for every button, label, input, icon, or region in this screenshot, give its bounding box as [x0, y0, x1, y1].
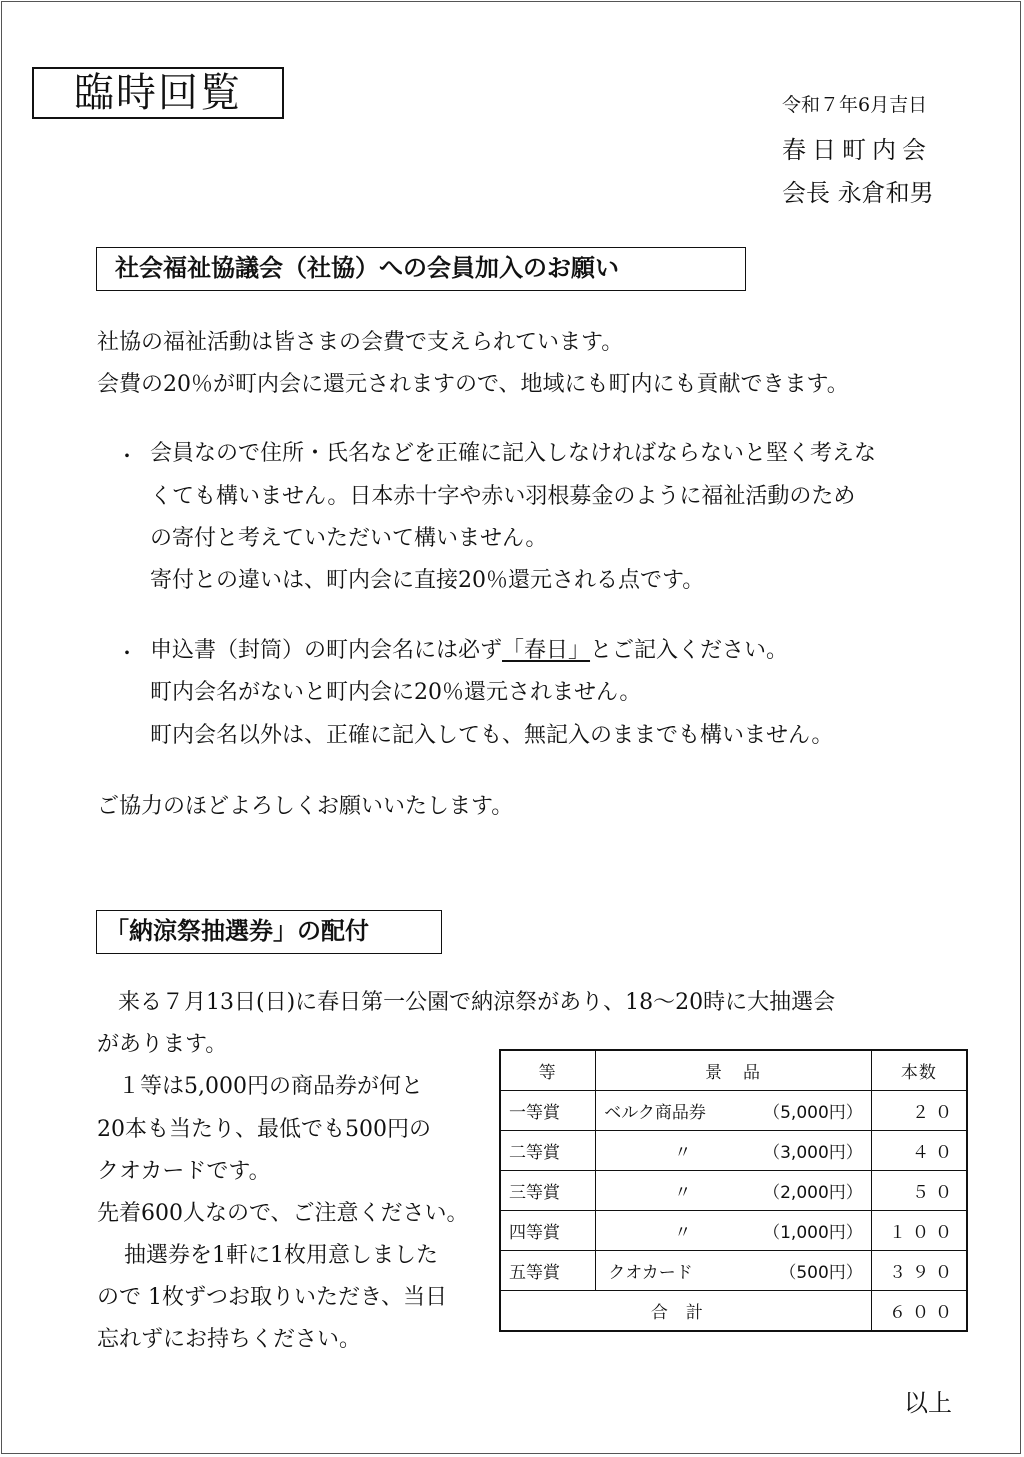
bullet-marker: ・ — [117, 641, 137, 665]
table-row — [500, 1211, 967, 1251]
count-cell: ３９０ — [871, 1251, 967, 1291]
section-heading-shakyo: 社会福祉協議会（社協）への会員加入のお願い — [96, 247, 746, 291]
header-item: 景 品 — [596, 1050, 872, 1091]
item-amount: （2,000円） — [763, 1183, 863, 1203]
count-cell: ５０ — [871, 1171, 967, 1211]
item-name: 〃 — [674, 1223, 692, 1243]
bullet2-line-3: 町内会名以外は、正確に記入しても、無記入のままでも構いません。 — [150, 723, 834, 748]
header-count: 本数 — [871, 1050, 967, 1091]
table-header-row — [500, 1050, 967, 1091]
bullet-marker: ・ — [117, 444, 137, 468]
bullet2-text-pre: 申込書（封筒）の町内会名には必ず — [150, 638, 503, 663]
table-total-row — [500, 1291, 967, 1332]
table-row — [500, 1171, 967, 1211]
table-row — [500, 1091, 967, 1131]
item-cell — [596, 1091, 872, 1131]
page-title: 臨時回覧 — [32, 67, 284, 119]
bullet1-line-1: 会員なので住所・氏名などを正確に記入しなければならないと堅く考えな — [150, 441, 877, 466]
header-rank: 等 — [500, 1050, 596, 1091]
lottery-line-9: 忘れずにお持ちください。 — [97, 1327, 362, 1352]
item-name: ベルク商品券 — [604, 1103, 706, 1123]
bullet2-line-2: 町内会名がないと町内会に20％還元されません。 — [150, 680, 642, 705]
item-cell — [596, 1171, 872, 1211]
total-count: ６００ — [871, 1291, 967, 1332]
issue-date: 令和７年6月吉日 — [782, 94, 928, 116]
kasuga-emphasis: 「春日」 — [502, 638, 591, 663]
item-amount: （5,000円） — [763, 1103, 863, 1123]
lottery-line-5: クオカードです。 — [97, 1159, 271, 1184]
association-name: 春日町内会 — [782, 136, 932, 164]
bullet1-line-4: 寄付との違いは、町内会に直接20％還元される点です。 — [150, 568, 705, 593]
lottery-line-6: 先着600人なので、ご注意ください。 — [97, 1201, 469, 1226]
count-cell: １００ — [871, 1211, 967, 1251]
rank-cell: 一等賞 — [500, 1091, 596, 1131]
document-closing: 以上 — [904, 1389, 952, 1417]
count-cell: ２０ — [871, 1091, 967, 1131]
lottery-line-3: １等は5,000円の商品券が何と — [118, 1074, 423, 1099]
president-name: 会長 永倉和男 — [782, 179, 934, 207]
item-amount: （500円） — [779, 1263, 863, 1283]
item-name: 〃 — [674, 1183, 692, 1203]
table-row — [500, 1131, 967, 1171]
item-cell — [596, 1211, 872, 1251]
bullet2-text-post: とご記入ください。 — [590, 638, 789, 663]
item-amount: （1,000円） — [763, 1223, 863, 1243]
item-name: 〃 — [674, 1143, 692, 1163]
lottery-line-8: ので 1枚ずつお取りいただき、当日 — [97, 1285, 448, 1310]
lottery-line-2: があります。 — [97, 1032, 228, 1057]
lottery-line-1: 来る７月13日(日)に春日第一公園で納涼祭があり、18～20時に大抽選会 — [118, 990, 836, 1015]
bullet2-line-1 — [150, 633, 788, 664]
intro-line-2: 会費の20％が町内会に還元されますので、地域にも町内にも貢献できます。 — [97, 372, 849, 397]
rank-cell: 三等賞 — [500, 1171, 596, 1211]
rank-cell: 五等賞 — [500, 1251, 596, 1291]
section-heading-lottery: 「納涼祭抽選券」の配付 — [96, 910, 442, 954]
item-amount: （3,000円） — [763, 1143, 863, 1163]
total-label: 合計 — [500, 1291, 871, 1332]
rank-cell: 四等賞 — [500, 1211, 596, 1251]
bullet1-line-3: の寄付と考えていただいて構いません。 — [150, 526, 548, 551]
item-cell — [596, 1131, 872, 1171]
bullet1-line-2: くても構いません。日本赤十字や赤い羽根募金のように福祉活動のため — [150, 484, 856, 509]
intro-line-1: 社協の福祉活動は皆さまの会費で支えられています。 — [97, 330, 624, 355]
item-name: クオカード — [608, 1263, 693, 1283]
lottery-line-4: 20本も当たり、最低でも500円の — [97, 1117, 431, 1142]
prize-table — [499, 1049, 968, 1332]
lottery-line-7: 抽選券を1軒に1枚用意しました — [124, 1243, 438, 1268]
item-cell — [596, 1251, 872, 1291]
table-row — [500, 1251, 967, 1291]
closing-request: ご協力のほどよろしくお願いいたします。 — [97, 794, 514, 819]
rank-cell: 二等賞 — [500, 1131, 596, 1171]
count-cell: ４０ — [871, 1131, 967, 1171]
